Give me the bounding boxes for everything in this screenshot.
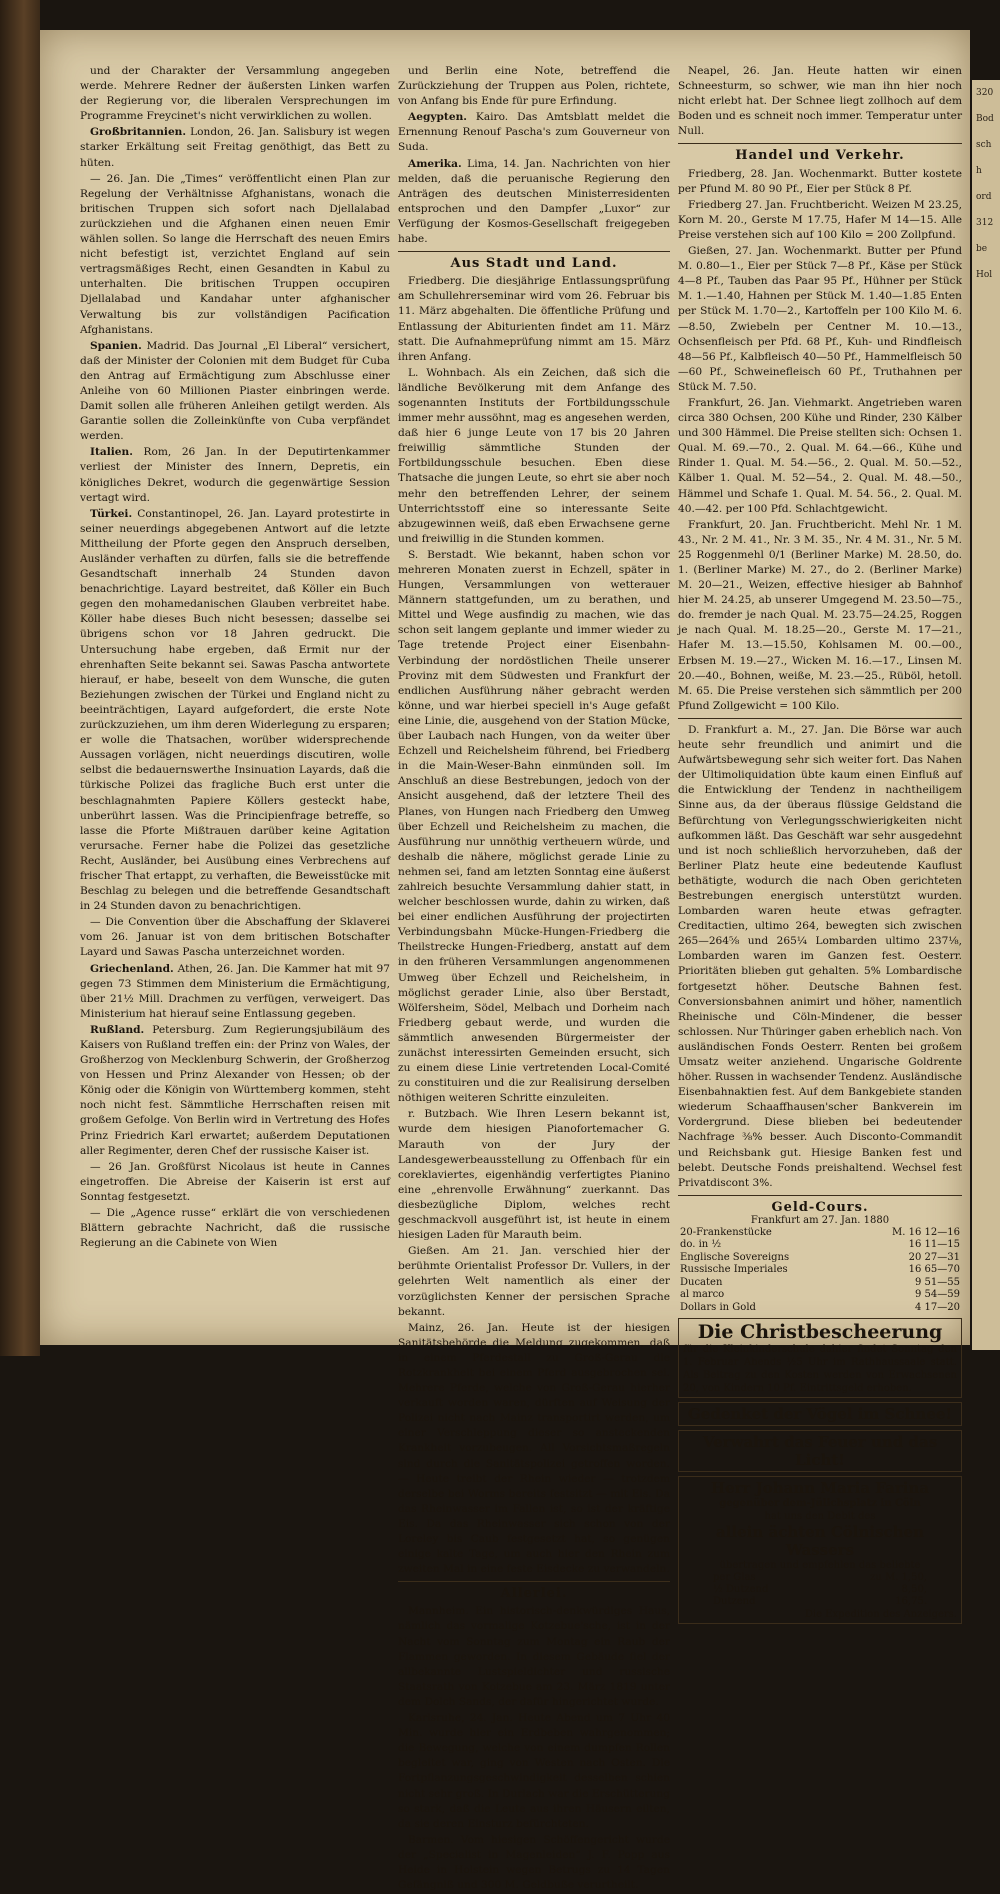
ad-line: gegenüber dem-Jülichsplatz in Cöln xyxy=(719,1498,921,1510)
ad-slogan: Gedenket der Vögel im Schnee! xyxy=(688,1405,952,1424)
price-value: 16,75. xyxy=(895,1596,927,1608)
article-text: Rom, 26 Jan. In der Deputirtenkammer verliest der Minister des Innern, Depretis, ein königliches Dekret, wodurch die gegenwärtige Session vertagt wird. xyxy=(80,446,391,504)
article-paragraph: — 26 Jan. Großfürst Nicolaus ist heute in Cannes eingetroffen. Die Abreise der Kaiserin ist erst auf Sonntag festgesetzt. xyxy=(80,1160,390,1203)
price-row xyxy=(683,1572,957,1584)
misc-news-item: Karlsruhe, 24. Jan. Heute Abend um 7 Uhr 40 Min. wurde hier ein Erdbeben wahrgenommen; die Bewegung, welche von einem dumpfen Rollen begleitet war, ging von Westen nach Osten. Die Fortpflanzungsgeschwindigkeit desselben schien nicht sehr groß. In Durlach war die Erschütterung so stark, daß die Leute aus ihren Häusern eilten, da sie deren Einsturz befürchteten. xyxy=(398,1712,670,1830)
article-paragraph: und Berlin eine Note, betreffend die Zurückziehung der Truppen aus Polen, richtete, von Anfang bis Ende für pure Erfindung. xyxy=(398,65,670,108)
price-label: Dutzend xyxy=(713,1596,756,1608)
rate-name: Englische Sovereigns xyxy=(680,1251,790,1263)
section-heading: Amerika. xyxy=(408,157,462,170)
ad-birds xyxy=(678,1402,962,1426)
article-great-britain xyxy=(80,125,390,170)
article-paragraph: Neapel, 26. Jan. Heute hatten wir einen Schneesturm, so schwer, wie man ihn hier noch nicht erlebt hat. Der Schnee liegt zollhoch auf dem Boden und es schneit noch immer. Temperatur unter Null. xyxy=(678,65,963,138)
article-text: London, 26. Jan. Salisbury ist wegen starker Erkältung seit Freitag genöthigt, das Bett zu hüten. xyxy=(80,126,390,169)
column-2 xyxy=(398,64,670,1894)
divider xyxy=(398,251,670,252)
local-news-item: Gießen. Am 21. Jan. verschied hier der berühmte Orientalist Professor Dr. Vullers, in der gelehrten Welt namentlich als einer der vorzüglichsten Kenner der persischen Sprache bekannt. xyxy=(398,1245,670,1318)
section-heading: Großbritannien. xyxy=(90,126,187,139)
market-report: Frankfurt, 26. Jan. Viehmarkt. Angetrieben waren circa 380 Ochsen, 200 Kühe und Rinder, 230 Kälber und 300 Hämmel. Die Preise stellten sich: Ochsen 1. Qual. M. 69.—70., 2. Qual. M. 64.—66., Kühe und Rinder 1. Qual. M. 54.—56., 2. Qual. M. 50.—52., Kälber 1. Qual. M. 52—54., 2. Qual. M. 48.—50., Hämmel und Schafe 1. Qual. M. 54. 56., 2. Qual. M. 40.—42. per 100 Pfd. Schlachtgewicht. xyxy=(678,396,962,515)
market-report: Gießen, 27. Jan. Wochenmarkt. Butter per Pfund M. 0.80—1., Eier per Stück 7—8 Pf., Käse per Stück 4—8 Pf., Tauben das Paar 95 Pf., Hühner per Stück M. 1.—1.40, Hahnen per Stück M. 1.40—1.85 Enten per Stück M. 1.70—2., Kartoffeln per 100 Kilo M. 6.—8.50, Zwiebeln per Centner M. 10.—13., Ochsenfleisch per Pfd. 68 Pf., Kuh- und Rindfleisch 48—56 Pf., Kalbfleisch 40—50 Pf., Hammelfleisch 50—60 Pf., Schweinefleisch 60 Pf., Truthahnen per Stück M. 7.50. xyxy=(678,245,962,393)
ad-name: Herr Johann Maria Farina xyxy=(710,1479,930,1498)
adjacent-page-fragment: Hol xyxy=(976,270,993,280)
local-news-item: L. Wohnbach. Als ein Zeichen, daß sich die ländliche Bevölkerung mit dem Anfange des sogenannten Instituts der Fortbildungsschule immer mehr aussöhnt, mag es angesehen werden, daß hier 6 junge Leute von 17 bis 20 Jahren freiwillig sämmtliche Stunden der Fortbildungsschule besuchen. Eben diese Thatsache die jungen Leute, so ehrt sie aber noch mehr den betreffenden Lehrer, der seinem Unterrichtsstoff eine so interessante Seite abzugewinnen weiß, daß eben Erwachsene gerne und freiwillig in die Stunden kommen. xyxy=(398,366,670,545)
divider xyxy=(678,1195,962,1196)
adjacent-page-edge xyxy=(972,80,1000,1350)
article-text: Athen, 26. Jan. Die Kammer hat mit 97 gegen 73 Stimmen dem Ministerium die Ermächtigung, über 21½ Mill. Drachmen zu verfügen, verweigert. Das Ministerium hat hierauf seine Entlassung gegeben. xyxy=(80,962,390,1020)
section-heading: Griechenland. xyxy=(90,962,174,975)
local-news-item: Mainz, 26. Jan. Heute ist der hiesigen Sanitätsbehörde die Meldung zugekommen, daß in einem Pferdestall zu Groß-Gerau die Rotzkrankheit bei einem Pferd ausgebrochen sei. Mehrere Pferde, welche von Groß-Gerau hierher verkauft worden waren, dürften auf Weisung der Polizei nicht nach Mainz transportirt werden, um einer Verschleppung dieser so ansteckenden Krankheit vorzubeugen. All Vorsichtsmaßregeln sind durch die Sanitätspolizei getroffen worden. — Heute treibt der Rhein wieder — trotzdem derselbe bei Worms bereits festsitzt — mit Eis. Da das Rheinwasser im Fallen ist, so ist der kräftige Eis. Da das Rheinwasser sich schon von der Loreley bis Caub festgesetzt hat, so genügen einige kalte Tage, um auch hier den Rhein zum zweiten Mal in eine feste Eisdecke zu verwandeln. xyxy=(398,1321,670,1576)
adjacent-page-fragment: be xyxy=(976,244,988,254)
rate-value: 16 11—15 xyxy=(908,1239,960,1251)
section-heading: Aegypten. xyxy=(408,111,467,124)
article-text: Madrid. Das Journal „El Liberal“ versichert, daß der Minister der Colonien mit dem Budget für Cuba den Antrag auf Ermächtigung zum Abschlusse einer Anleihe von 60 Millionen Piaster einbringen werde. Damit sollen alle früheren Anleihen getilgt werden. Als Garantie sollen die Zolleinkünfte von Cuba verpfändet werden. xyxy=(80,339,390,443)
section-title-misc: Allerlei. xyxy=(500,1586,568,1602)
rate-value: 20 27—31 xyxy=(908,1251,960,1263)
book-binding xyxy=(0,0,40,1356)
adjacent-page-fragment: ord xyxy=(976,192,992,202)
adjacent-page-fragment: h xyxy=(976,166,982,176)
misc-news-item: Barmen. Vom hiesigen Schöffengericht wurde der „Specialist in Magenleiden“ J. F. Popp aus Heide in Holstein wegen Betrugs zu 14 Tagen Gefängniß und 300 M. Geldbuße verurtheilt. xyxy=(398,1833,670,1892)
rate-row xyxy=(678,1264,962,1277)
ad-farina xyxy=(678,1476,962,1624)
article-russia xyxy=(80,1023,390,1159)
article-text: Petersburg. Zum Regierungsjubiläum des Kaisers von Rußland treffen ein: der Prinz von Wales, der Großherzog von Mecklenburg Schwerin, der Großherzog von Hessen und Prinz Alexander von Hessen; ob der König oder die Königin von Württemberg kommen, steht noch nicht fest. Sämmtliche Herrschaften reisen mit großem Gefolge. Von Berlin wird in Vertretung des Hofes Prinz Friedrich Karl erwartet; außerdem Deputationen aller Regimenter, deren Chef der russische Kaiser ist. xyxy=(80,1023,390,1157)
adjacent-page-fragment: 312 xyxy=(976,218,994,228)
market-report: Friedberg 27. Jan. Fruchtbericht. Weizen M 23.25, Korn M. 20., Gerste M 17.75, Hafer M 14—15. Alle Preise verstehen sich auf 100 Kilo = 200 Zollpfund. xyxy=(678,198,962,241)
divider xyxy=(678,718,962,719)
divider xyxy=(678,143,962,144)
rate-value: 9 51—55 xyxy=(915,1276,960,1288)
market-report: Friedberg, 28. Jan. Wochenmarkt. Butter kostete per Pfund M. 80 90 Pf., Eier per Stück 8 Pf. xyxy=(678,167,962,195)
rate-name: Dollars in Gold xyxy=(680,1301,756,1313)
section-title-local: Aus Stadt und Land. xyxy=(450,256,618,272)
local-news-item: S. Berstadt. Wie bekannt, haben schon vor mehreren Monaten zuerst in Echzell, später in Hungen, Versammlungen von wetterauer Männern stattgefunden, um zu berathen, und Mittel und Wege ausfindig zu machen, wie das schon seit langem geplante und immer wieder zu Tage tretende Project einer Eisenbahn-Verbindung der nordöstlichen Theile unserer Provinz mit dem Südwesten und Frankfurt der endlichen Ausführung näher gebracht werden könne, und war hierbei speciell in's Auge gefaßt eine Linie, die, ausgehend von der Station Mücke, über Laubach nach Hungen, von da weiter über Echzell und Reichelsheim führend, bei Friedberg in die Main-Weser-Bahn einmünden soll. Im Anschluß an diese Bestrebungen, jedoch von der Ansicht ausgehend, daß der letztere Theil des Planes, von Hungen nach Friedberg den Umweg über Echzell und Reichelsheim zu machen, die Ausführung nur unnöthig vertheuern würde, und deshalb die nähere, möglichst gerade Linie zu nehmen sei, fand am letzten Sonntag eine äußerst zahlreich besuchte Versammlung dahier statt, in welcher beschlossen wurde, dahin zu wirken, daß bei einer endlichen Ausführung der projectirten Verbindungsbahn Mücke-Hungen-Friedberg die Theilstrecke Hungen-Friedberg, anstatt auf dem in den früheren Versammlungen angenommenen Umweg über Echzell und Reichelsheim, in möglichst gerader Linie, also über Berstadt, Wölfersheim, Södel, Melbach und Dorheim nach Friedberg gebaut werde, und wurden die sämmtlich anwesenden Bürgermeister der zunächst interessirten Gemeinden ersucht, sich zu einem diese Linie vertretenden Local-Comité zu constituiren und die zur Realisirung derselben nöthigen weiteren Schritte einzuleiten. xyxy=(398,548,670,1105)
rate-name: Ducaten xyxy=(680,1276,723,1288)
article-italy xyxy=(80,445,390,505)
article-paragraph: — Die Convention über die Abschaffung der Sklaverei vom 26. Januar ist von dem britischen Botschafter Layard und Sawas Pascha unterzeichnet worden. xyxy=(80,916,390,959)
local-news-item: Friedberg. Die diesjährige Entlassungsprüfung am Schullehrerseminar wird vom 26. Februar bis 11. März abgehalten. Die öffentliche Prüfung und Entlassung der Abiturienten findet am 11. März statt. Die Aufnahmeprüfung nimmt am 15. März ihren Anfang. xyxy=(398,275,670,363)
section-heading: Italien. xyxy=(90,446,133,459)
price-value: zu M. 1,50, xyxy=(870,1572,927,1584)
newspaper-page xyxy=(40,30,970,1892)
price-value: 8,50, xyxy=(901,1584,927,1596)
rate-name: Russische Imperiales xyxy=(680,1264,788,1276)
market-report: Frankfurt, 20. Jan. Fruchtbericht. Mehl Nr. 1 M. 43., Nr. 2 M. 41., Nr. 3 M. 35., Nr. 4 M. 31., Nr. 5 M. 25 Roggenmehl 0/1 (Berliner Marke) M. 28.50, do. 1. (Berliner Marke) M. 27., do 2. (Berliner Marke) M. 20—21., Weizen, effective hiesiger ab Bahnhof hier M. 24.25, ab unserer Umgegend M. 23.50—75., do. fremder je nach Qual. M. 23.75—24.25, Roggen je nach Qual. M. 18.25—20., Gerste M. 17—21., Hafer M. 13.—15.50, Kohlsamen M. 00.—00., Erbsen M. 19.—27., Wicken M. 16.—17., Linsen M. 20.—40., Bohnen, weiße, M. 23.—25., Rüböl, hetoll. M. 65. Die Preise verstehen sich sämmtlich per 200 Pfund Zollgewicht = 100 Kilo. xyxy=(678,518,962,712)
adjacent-page-fragment: Bod xyxy=(976,114,994,124)
rates-subtitle: Frankfurt am 27. Jan. 1880 xyxy=(750,1214,890,1226)
section-heading: Rußland. xyxy=(90,1023,145,1036)
article-paragraph: — 26. Jan. Die „Times“ veröffentlicht einen Plan zur Regelung der Verhältnisse Afghanistans, wonach die britischen Truppen sich sofort nach Djellalabad zurückziehen und die Afghanen einen neuen Emir wählen sollen. So lange die Herrschaft des neuen Emirs nicht befestigt ist, verzichtet England auf sein vertragsmäßiges Recht, einen Gesandten in Kabul zu unterhalten. Die britischen Truppen occupiren Djellalabad und Kandahar unter afghanischer Verwaltung bis zur vollständigen Pacification Afghanistans. xyxy=(80,172,390,336)
adjacent-page-fragment: 320 xyxy=(976,88,994,98)
ad-footer: Die Expedition des Anzeigers. xyxy=(804,1609,957,1621)
stock-exchange-report: D. Frankfurt a. M., 27. Jan. Die Börse war auch heute sehr freundlich und animirt und die Aufwärtsbewegung sehr sich weiter fort. Das Nahen der Ultimoliquidation übte kaum einen Einfluß auf die Entwicklung der Tendenz in nachtheiligem Sinne aus, da der überaus flüssige Geldstand die Befürchtung von Verlegungsschwierigkeiten nicht aufkommen läßt. Das Geschäft war sehr ausgedehnt und ist noch schließlich hervorzuheben, daß der Berliner Platz heute eine bedeutende Kauflust bethätigte, wodurch die nach Oben gerichteten Bestrebungen energisch unterstützt wurden. Lombarden waren heute etwas gefragter. Creditactien, ultimo 264, bewegten sich zwischen 265—264⅝ und 265¼ Lombarden ultimo 237⅛, Lombarden waren im Ganzen fest. Oesterr. Prioritäten blieben gut gehalten. 5% Lombardische fortgesetzt höher. Deutsche Bahnen fest. Conversionsbahnen animirt und höher, namentlich Rheinische und Cöln-Mindener, die besser schlossen. Nur Thüringer gaben erheblich nach. Von ausländischen Fonds Oesterr. Renten bei großem Umsatz weiter anziehend. Ungarische Goldrente höher. Russen in wachsender Tendenz. Ausländische Eisenbahnaktien fest. Auf dem Bankgebiete standen wiederum Schaaffhausen'scher Bankverein im Vordergrund. Diese blieben bei bedeutender Nachfrage ⅜% besser. Auch Disconto-Commandit und Reichsbank gut. Hiesige Banken fest und belebt. Deutsche Fonds preishaltend. Wechsel fest Privatdiscont 3%. xyxy=(678,723,962,1189)
ad-christmas xyxy=(678,1318,962,1398)
ad-line: übertragen und empfehlen das beliebte xyxy=(719,1560,921,1572)
article-paragraph: — Die „Agence russe“ erklärt die von verschiedenen Blättern gebrachte Nachricht, daß die russische Regierung an die Cabinete von Wien xyxy=(80,1207,390,1250)
rate-row xyxy=(678,1227,962,1240)
rate-row xyxy=(678,1252,962,1265)
adjacent-page-fragment: sch xyxy=(976,140,992,150)
price-label: ½ Dutzend xyxy=(713,1584,769,1596)
ad-text: für die Kleinkinderschule dahier findet Sonntag den 1. Februar Abends ½5 Uhr im Rathhaussaale statt. Als Beitrag zu den Kosten werden von Erwachsenen 20, von Kindern 10 Pf. Eintrittsgeld erhoben. xyxy=(683,1344,957,1395)
exchange-rates-table xyxy=(678,1227,962,1315)
ad-title: Die Christbescheerung xyxy=(697,1321,943,1344)
section-title-rates: Geld-Cours. xyxy=(771,1199,869,1215)
ad-fire xyxy=(678,1430,962,1472)
ad-line: hat uns den Debit des xyxy=(764,1511,876,1523)
article-egypt xyxy=(398,110,670,155)
price-list xyxy=(683,1572,957,1608)
article-paragraph: und der Charakter der Versammlung angegeben werde. Mehrere Redner der äußersten Linken warfen der Regierung vor, die liberalen Versprechungen im Programme Freycinet's nicht verwirklichen zu wollen. xyxy=(80,65,390,123)
rate-name: al marco xyxy=(680,1289,725,1301)
article-greece xyxy=(80,962,390,1022)
divider xyxy=(398,1581,670,1582)
local-news-item: r. Butzbach. Wie Ihren Lesern bekannt ist, wurde dem hiesigen Pianofortemacher G. Marauth von der Jury der Landesgewerbeausstellung zu Offenbach für ein coreklaviertes, eigenhändig verfertigtes Pianino eine „ehrenvolle Erwähnung“ zuerkannt. Das diesbezügliche Diplom, welches recht geschmackvoll ausgeführt ist, ist heute in einem hiesigen Laden für Marauth beim. xyxy=(398,1108,670,1242)
article-america xyxy=(398,157,670,248)
price-row xyxy=(683,1596,957,1608)
section-title-trade: Handel und Verkehr. xyxy=(735,148,905,164)
ad-slogan: Verwahrt das Feuer und das Licht! xyxy=(702,1433,938,1470)
rate-name: do. in ½ xyxy=(680,1239,722,1251)
article-turkey xyxy=(80,507,390,915)
rate-row xyxy=(678,1239,962,1252)
rate-value: 4 17—20 xyxy=(915,1301,960,1313)
article-spain xyxy=(80,339,390,445)
article-text: Constantinopel, 26. Jan. Layard protestirte in seiner neuerdings abgegebenen Antwort auf die letzte Mittheilung der Pforte gegen den Anspruch derselben, Ausländer verhaften zu dürfen, falls sie die betreffende Gesandtschaft innerhalb 24 Stunden davon benachrichtige. Layard bestreitet, daß Köller ein Buch gegen den mohamedanischen Glauben verbreitet habe. Köller habe dieses Buch nicht besessen; dasselbe sei übrigens schon vor 18 Jahren gedruckt. Die Untersuchung habe ergeben, daß Ermit nur der ehrenhaften Seite bekannt sei. Sawas Pascha antwortete hierauf, er habe, beseelt von dem Wunsche, die guten Beziehungen zwischen der Türkei und England nicht zu beeinträchtigen, Layard aufgefordert, die erste Note zurückzuziehen, um ihm deren Widerlegung zu ersparen; er wolle die Thatsachen, worüber widersprechende Aussagen vorlägen, nicht neuerdings discutiren, wolle selbst die bedauernswerthe Insinuation Layards, daß die türkische Polizei das fragliche Buch erst unter die beschlagnahmten Papiere Köllers gesteckt habe, unberührt lassen. Was die Principienfrage betreffe, so lasse die Pforte Mißtrauen darüber keine Agitation verursache. Ferner habe die Polizei das gesetzliche Recht, Ausländer, bei Ausübung eines Verbrechens auf frischer That ertappt, zu verhaften, die Beweisstücke mit Beschlag zu belegen und die betreffende Gesandtschaft in 24 Stunden davon zu benachrichtigen. xyxy=(80,507,390,913)
article-text: Kairo. Das Amtsblatt meldet die Ernennung Renouf Pascha's zum Gouverneur von Suda. xyxy=(398,111,671,154)
rate-value: 9 54—59 xyxy=(915,1289,960,1301)
ad-product: allein ächten Cölnischen Wassers xyxy=(715,1523,925,1560)
misc-news-item: Mannheim. Ein historisch-denkwürdiges Haus, nämlich das vormalige Kotzebue'sche, ist in der Nacht vom Sonntag zum Montag ein Raub der Flammen geworden. In diesem Gebäude fiel der allbekannte Lustspieldichter und russische Staatsrath von Kotzebue am 23. März 1819 unter dem Dolch Sands, der dafür hingerichtet wurde. xyxy=(398,1605,670,1708)
rate-row xyxy=(678,1302,962,1315)
rate-row xyxy=(678,1277,962,1290)
article-text: Lima, 14. Jan. Nachrichten von hier melden, daß die peruanische Regierung den Anträgen des deutschen Ministerresidenten entsprochen und den Dampfer „Luxor“ zur Verfügung der Kosmos-Gesellschaft freigegeben habe. xyxy=(398,157,671,246)
price-row xyxy=(683,1584,957,1596)
rate-name: 20-Frankenstücke xyxy=(680,1226,772,1238)
price-label: per Glas xyxy=(713,1572,756,1584)
rate-value: 16 65—70 xyxy=(908,1264,960,1276)
column-1 xyxy=(80,64,390,1252)
rate-value: M. 16 12—16 xyxy=(892,1226,960,1238)
rate-row xyxy=(678,1289,962,1302)
section-heading: Spanien. xyxy=(90,339,142,352)
column-3 xyxy=(678,64,962,1624)
section-heading: Türkei. xyxy=(90,507,133,520)
